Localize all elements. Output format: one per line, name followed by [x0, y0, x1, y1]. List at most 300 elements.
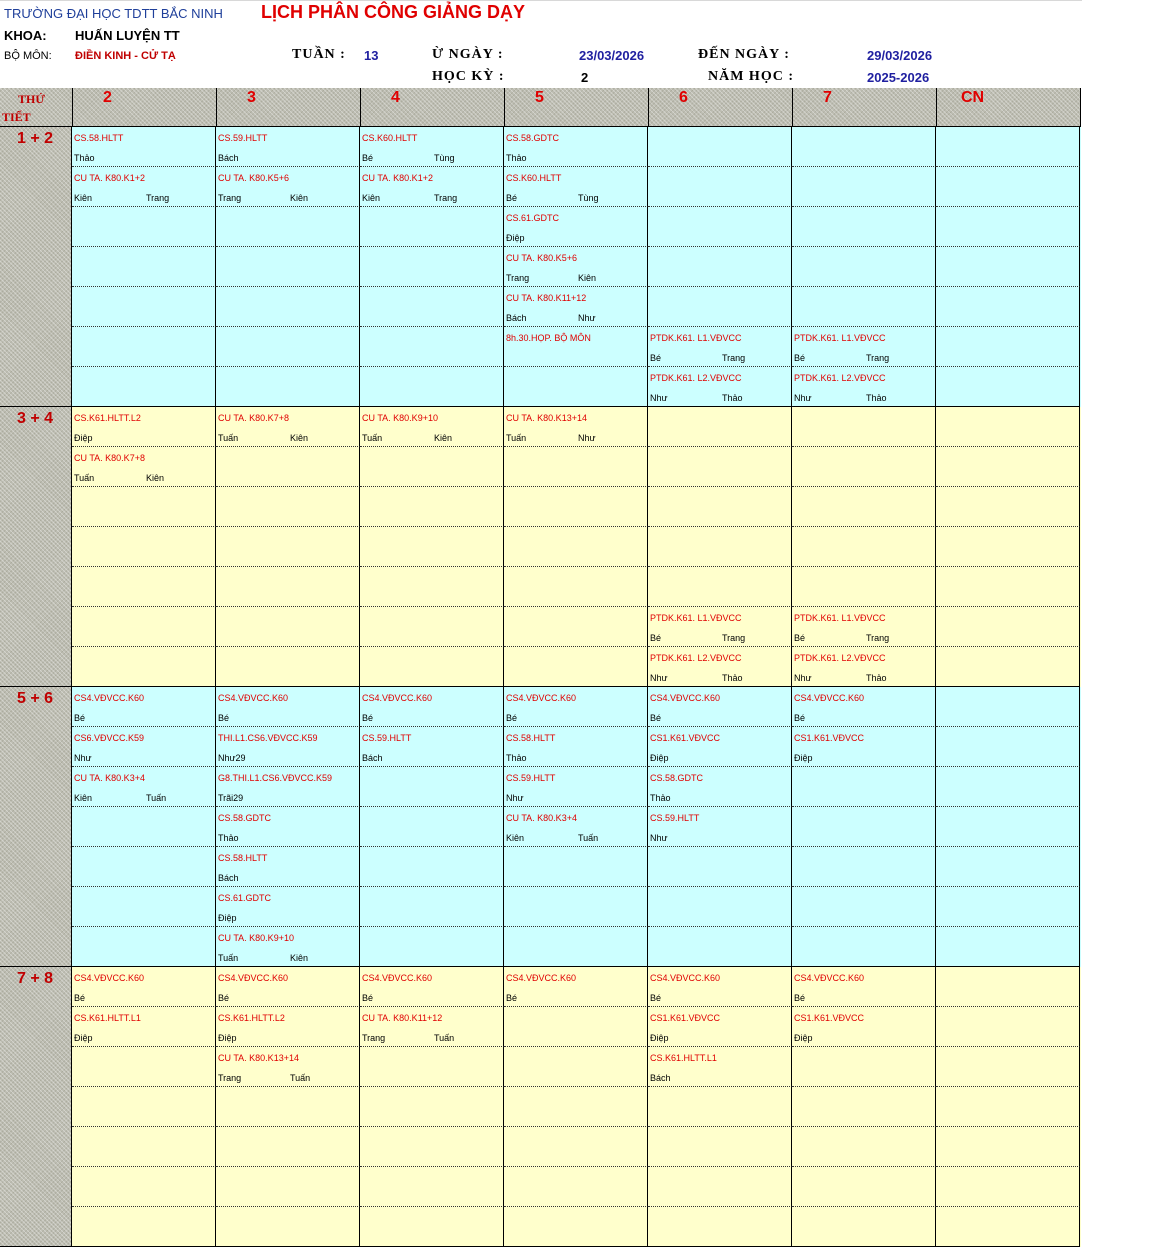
- class-name: CU TA. K80.K1+2: [362, 173, 433, 183]
- class-name: CS.58.HLTT: [218, 853, 268, 863]
- schedule-cell[interactable]: [216, 207, 360, 247]
- schedule-cell[interactable]: [504, 447, 648, 487]
- schedule-cell[interactable]: [216, 167, 360, 207]
- schedule-cell[interactable]: [936, 767, 1080, 807]
- schedule-cell[interactable]: [936, 607, 1080, 647]
- schedule-cell[interactable]: [792, 1007, 936, 1047]
- schedule-cell[interactable]: [936, 887, 1080, 927]
- schedule-cell[interactable]: [360, 127, 504, 167]
- teacher-1: Điệp: [218, 1033, 237, 1043]
- schedule-cell[interactable]: [72, 327, 216, 367]
- schedule-cell[interactable]: [648, 967, 792, 1007]
- schedule-cell[interactable]: [792, 647, 936, 687]
- teacher-2: Tuấn: [578, 833, 599, 843]
- class-name: CU TA. K80.K3+4: [74, 773, 145, 783]
- schedule-cell[interactable]: [792, 1127, 936, 1167]
- schedule-cell[interactable]: [792, 727, 936, 767]
- schedule-cell[interactable]: [648, 687, 792, 727]
- schedule-cell[interactable]: [72, 1007, 216, 1047]
- schedule-cell[interactable]: [216, 527, 360, 567]
- schedule-cell[interactable]: [648, 127, 792, 167]
- schedule-cell[interactable]: [648, 927, 792, 967]
- class-name: THI.L1.CS6.VĐVCC.K59: [218, 733, 318, 743]
- schedule-cell[interactable]: [648, 647, 792, 687]
- schedule-cell[interactable]: [360, 287, 504, 327]
- teacher-1: Như: [650, 393, 668, 403]
- schedule-cell[interactable]: [792, 1047, 936, 1087]
- schedule-cell[interactable]: [648, 1127, 792, 1167]
- schedule-cell[interactable]: [792, 927, 936, 967]
- schedule-cell[interactable]: [936, 727, 1080, 767]
- schedule-cell[interactable]: [72, 887, 216, 927]
- schedule-cell[interactable]: [216, 1167, 360, 1207]
- schedule-cell[interactable]: [216, 487, 360, 527]
- class-name: CS.58.HLTT: [506, 733, 556, 743]
- period-label-cell: [0, 407, 72, 687]
- teacher-1: Như: [794, 673, 812, 683]
- teacher-2: Trang: [866, 353, 890, 363]
- schedule-cell[interactable]: [648, 1207, 792, 1247]
- class-name: PTDK.K61. L2.VĐVCC: [650, 653, 742, 663]
- schedule-cell[interactable]: [72, 287, 216, 327]
- schedule-cell[interactable]: [360, 1167, 504, 1207]
- schedule-cell[interactable]: [72, 567, 216, 607]
- teacher-1: Như29: [218, 753, 246, 763]
- schedule-cell[interactable]: [792, 1087, 936, 1127]
- schedule-cell[interactable]: [360, 407, 504, 447]
- schedule-cell[interactable]: [216, 1047, 360, 1087]
- class-name: CU TA. K80.K1+2: [74, 173, 145, 183]
- teacher-1: Điệp: [650, 753, 669, 763]
- schedule-cell[interactable]: [360, 567, 504, 607]
- schedule-cell[interactable]: [504, 607, 648, 647]
- schedule-header: [0, 0, 1082, 88]
- schedule-cell[interactable]: [648, 287, 792, 327]
- class-name: PTDK.K61. L1.VĐVCC: [794, 333, 886, 343]
- schedule-cell[interactable]: [936, 1047, 1080, 1087]
- schedule-cell[interactable]: [792, 687, 936, 727]
- schedule-cell[interactable]: [648, 607, 792, 647]
- schedule-cell[interactable]: [360, 967, 504, 1007]
- schedule-cell[interactable]: [504, 807, 648, 847]
- period-label: 1 + 2: [17, 130, 54, 147]
- teacher-2: Kiên: [146, 473, 165, 483]
- schedule-cell[interactable]: [216, 727, 360, 767]
- schedule-cell[interactable]: [936, 847, 1080, 887]
- teacher-1: Bé: [362, 993, 374, 1003]
- teacher-1: Trang: [362, 1033, 386, 1043]
- schedule-cell[interactable]: [792, 287, 936, 327]
- teacher-1: Kiên: [74, 193, 93, 203]
- teacher-2: Kiên: [290, 953, 309, 963]
- schedule-cell[interactable]: [72, 967, 216, 1007]
- denngay-label: ĐẾN NGÀY :: [698, 47, 790, 62]
- schedule-cell[interactable]: [72, 927, 216, 967]
- schedule-cell[interactable]: [936, 367, 1080, 407]
- schedule-cell[interactable]: [504, 207, 648, 247]
- schedule-cell[interactable]: [72, 167, 216, 207]
- schedule-cell[interactable]: [936, 207, 1080, 247]
- schedule-cell[interactable]: [504, 647, 648, 687]
- schedule-cell[interactable]: [648, 167, 792, 207]
- schedule-cell[interactable]: [792, 167, 936, 207]
- schedule-cell[interactable]: [216, 887, 360, 927]
- schedule-cell[interactable]: [72, 407, 216, 447]
- schedule-cell[interactable]: [792, 327, 936, 367]
- schedule-cell[interactable]: [504, 887, 648, 927]
- teacher-1: Bé: [650, 713, 662, 723]
- schedule-cell[interactable]: [72, 647, 216, 687]
- class-name: CS.58.GDTC: [506, 133, 560, 143]
- bomon-label: BỘ MÔN:: [4, 50, 52, 62]
- schedule-cell[interactable]: [504, 1047, 648, 1087]
- schedule-cell[interactable]: [936, 1127, 1080, 1167]
- schedule-cell[interactable]: [360, 527, 504, 567]
- schedule-cell[interactable]: [648, 767, 792, 807]
- schedule-cell[interactable]: [72, 207, 216, 247]
- schedule-cell[interactable]: [504, 247, 648, 287]
- denngay-value: 29/03/2026: [867, 48, 933, 63]
- period-label: 3 + 4: [17, 410, 54, 427]
- schedule-cell[interactable]: [936, 1167, 1080, 1207]
- class-name: CU TA. K80.K13+14: [218, 1053, 299, 1063]
- schedule-cell[interactable]: [360, 487, 504, 527]
- period-block: [72, 967, 1081, 1247]
- class-name: CU TA. K80.K13+14: [506, 413, 587, 423]
- schedule-cell[interactable]: [936, 327, 1080, 367]
- schedule-cell[interactable]: [216, 967, 360, 1007]
- schedule-cell[interactable]: [648, 887, 792, 927]
- class-name: CS.58.HLTT: [74, 133, 124, 143]
- schedule-cell[interactable]: [360, 1047, 504, 1087]
- schedule-cell[interactable]: [216, 687, 360, 727]
- schedule-cell[interactable]: [648, 567, 792, 607]
- schedule-cell[interactable]: [648, 247, 792, 287]
- schedule-cell[interactable]: [216, 1127, 360, 1167]
- class-name: CS4.VĐVCC.K60: [506, 693, 577, 703]
- schedule-cell[interactable]: [648, 1087, 792, 1127]
- schedule-cell[interactable]: [504, 1127, 648, 1167]
- schedule-cell[interactable]: [792, 487, 936, 527]
- schedule-cell[interactable]: [360, 927, 504, 967]
- schedule-cell[interactable]: [936, 127, 1080, 167]
- class-name: CS.K61.HLTT.L1: [650, 1053, 717, 1063]
- schedule-cell[interactable]: [504, 527, 648, 567]
- schedule-cell[interactable]: [72, 727, 216, 767]
- tungay-value: 23/03/2026: [579, 48, 645, 63]
- teacher-1: Bé: [74, 713, 86, 723]
- teacher-1: Điệp: [74, 1033, 93, 1043]
- schedule-cell[interactable]: [216, 607, 360, 647]
- schedule-cell[interactable]: [360, 327, 504, 367]
- schedule-cell[interactable]: [648, 1047, 792, 1087]
- class-name: CS4.VĐVCC.K60: [218, 693, 289, 703]
- schedule-cell[interactable]: [504, 967, 648, 1007]
- schedule-cell[interactable]: [792, 447, 936, 487]
- schedule-cell[interactable]: [648, 847, 792, 887]
- schedule-cell[interactable]: [504, 327, 648, 367]
- schedule-cell[interactable]: [936, 1207, 1080, 1247]
- schedule-cell[interactable]: [792, 887, 936, 927]
- schedule-cell[interactable]: [216, 447, 360, 487]
- schedule-cell[interactable]: [360, 1007, 504, 1047]
- schedule-cell[interactable]: [648, 1167, 792, 1207]
- schedule-cell[interactable]: [72, 847, 216, 887]
- day-header-7: 7: [793, 88, 937, 127]
- schedule-cell[interactable]: [792, 527, 936, 567]
- schedule-cell[interactable]: [792, 367, 936, 407]
- schedule-cell[interactable]: [360, 207, 504, 247]
- teacher-1: Tuấn: [218, 433, 239, 443]
- schedule-cell[interactable]: [792, 607, 936, 647]
- schedule-cell[interactable]: [360, 367, 504, 407]
- schedule-cell[interactable]: [504, 567, 648, 607]
- teacher-1: Tuấn: [362, 433, 383, 443]
- schedule-cell[interactable]: [648, 407, 792, 447]
- schedule-cell[interactable]: [72, 607, 216, 647]
- schedule-cell[interactable]: [72, 127, 216, 167]
- schedule-cell[interactable]: [72, 1127, 216, 1167]
- schedule-cell[interactable]: [504, 487, 648, 527]
- teacher-1: Bé: [794, 713, 806, 723]
- schedule-cell[interactable]: [72, 247, 216, 287]
- teacher-1: Bé: [218, 993, 230, 1003]
- schedule-cell[interactable]: [504, 367, 648, 407]
- schedule-cell[interactable]: [792, 767, 936, 807]
- schedule-cell[interactable]: [648, 807, 792, 847]
- schedule-cell[interactable]: [936, 447, 1080, 487]
- schedule-cell[interactable]: [504, 847, 648, 887]
- schedule-cell[interactable]: [216, 927, 360, 967]
- schedule-cell[interactable]: [648, 727, 792, 767]
- schedule-cell[interactable]: [792, 127, 936, 167]
- day-header-5: 5: [505, 88, 649, 127]
- schedule-cell[interactable]: [936, 247, 1080, 287]
- schedule-cell[interactable]: [792, 207, 936, 247]
- class-name: CS.59.HLTT: [362, 733, 412, 743]
- schedule-cell[interactable]: [792, 847, 936, 887]
- class-name: PTDK.K61. L2.VĐVCC: [794, 373, 886, 383]
- schedule-cell[interactable]: [360, 727, 504, 767]
- class-name: CS.61.GDTC: [506, 213, 560, 223]
- schedule-cell[interactable]: [72, 487, 216, 527]
- teacher-2: Kiên: [290, 193, 309, 203]
- teacher-1: Bé: [650, 993, 662, 1003]
- teacher-1: Thảo: [506, 753, 527, 763]
- schedule-cell[interactable]: [504, 1087, 648, 1127]
- schedule-cell[interactable]: [936, 1087, 1080, 1127]
- schedule-cell[interactable]: [360, 687, 504, 727]
- schedule-cell[interactable]: [936, 487, 1080, 527]
- schedule-cell[interactable]: [792, 1167, 936, 1207]
- teacher-1: Trang: [506, 273, 530, 283]
- teacher-2: Trang: [866, 633, 890, 643]
- teacher-1: Thảo: [74, 153, 95, 163]
- teacher-1: Kiên: [74, 793, 93, 803]
- schedule-cell[interactable]: [504, 687, 648, 727]
- schedule-cell[interactable]: [360, 1127, 504, 1167]
- schedule-cell[interactable]: [216, 327, 360, 367]
- period-label-cell: [0, 127, 72, 407]
- schedule-cell[interactable]: [360, 767, 504, 807]
- schedule-cell[interactable]: [648, 327, 792, 367]
- schedule-cell[interactable]: [792, 1207, 936, 1247]
- class-name: CS.K60.HLTT: [362, 133, 418, 143]
- class-name: CS.K61.HLTT.L1: [74, 1013, 141, 1023]
- schedule-cell[interactable]: [360, 1207, 504, 1247]
- schedule-cell[interactable]: [72, 367, 216, 407]
- namhoc-value: 2025-2026: [867, 70, 930, 85]
- schedule-cell[interactable]: [360, 167, 504, 207]
- schedule-cell[interactable]: [504, 1167, 648, 1207]
- class-name: PTDK.K61. L1.VĐVCC: [650, 613, 742, 623]
- class-name: CS4.VĐVCC.K60: [650, 693, 721, 703]
- schedule-cell[interactable]: [216, 247, 360, 287]
- schedule-cell[interactable]: [216, 367, 360, 407]
- teacher-2: Tuấn: [434, 1033, 455, 1043]
- schedule-cell[interactable]: [360, 887, 504, 927]
- class-name: PTDK.K61. L2.VĐVCC: [794, 653, 886, 663]
- schedule-cell[interactable]: [72, 1047, 216, 1087]
- schedule-cell[interactable]: [936, 1007, 1080, 1047]
- schedule-cell[interactable]: [216, 407, 360, 447]
- class-name: PTDK.K61. L1.VĐVCC: [794, 613, 886, 623]
- hocky-label: HỌC KỲ :: [432, 69, 505, 84]
- schedule-cell[interactable]: [936, 527, 1080, 567]
- schedule-cell[interactable]: [504, 167, 648, 207]
- period-label: 7 + 8: [17, 970, 54, 987]
- class-name: CS4.VĐVCC.K60: [74, 693, 145, 703]
- class-name: CS.K61.HLTT.L2: [74, 413, 141, 423]
- schedule-cell[interactable]: [936, 687, 1080, 727]
- tuan-value: 13: [364, 48, 379, 63]
- teacher-1: Bé: [362, 713, 374, 723]
- schedule-cell[interactable]: [936, 287, 1080, 327]
- teacher-1: Như: [74, 753, 92, 763]
- class-name: CS6.VĐVCC.K59: [74, 733, 145, 743]
- day-header-2: 2: [73, 88, 217, 127]
- class-name: CS4.VĐVCC.K60: [74, 973, 145, 983]
- schedule-cell[interactable]: [936, 407, 1080, 447]
- teacher-1: Bé: [506, 193, 518, 203]
- day-header-3: 3: [217, 88, 361, 127]
- class-name: CS.58.GDTC: [650, 773, 704, 783]
- schedule-cell[interactable]: [360, 847, 504, 887]
- teacher-1: Như: [650, 673, 668, 683]
- schedule-cell[interactable]: [792, 247, 936, 287]
- schedule-cell[interactable]: [792, 407, 936, 447]
- schedule-cell[interactable]: [216, 127, 360, 167]
- teacher-2: Trang: [722, 633, 746, 643]
- schedule-cell[interactable]: [72, 1207, 216, 1247]
- period-label: 5 + 6: [17, 690, 54, 707]
- schedule-cell[interactable]: [72, 767, 216, 807]
- teacher-1: Bách: [362, 753, 383, 763]
- schedule-cell[interactable]: [504, 1207, 648, 1247]
- class-name: CS4.VĐVCC.K60: [218, 973, 289, 983]
- schedule-cell[interactable]: [936, 647, 1080, 687]
- schedule-cell[interactable]: [504, 1007, 648, 1047]
- teacher-2: Kiên: [290, 433, 309, 443]
- schedule-cell[interactable]: [216, 807, 360, 847]
- schedule-cell[interactable]: [360, 607, 504, 647]
- schedule-cell[interactable]: [504, 287, 648, 327]
- class-name: CS.K60.HLTT: [506, 173, 562, 183]
- schedule-cell[interactable]: [216, 567, 360, 607]
- class-name: CU TA. K80.K9+10: [362, 413, 438, 423]
- schedule-cell[interactable]: [360, 447, 504, 487]
- schedule-cell[interactable]: [792, 967, 936, 1007]
- schedule-cell[interactable]: [648, 447, 792, 487]
- schedule-cell[interactable]: [648, 487, 792, 527]
- schedule-cell[interactable]: [360, 1087, 504, 1127]
- schedule-cell[interactable]: [936, 927, 1080, 967]
- period-block: [72, 687, 1081, 967]
- teacher-1: Bé: [794, 633, 806, 643]
- schedule-cell[interactable]: [504, 927, 648, 967]
- schedule-cell[interactable]: [72, 447, 216, 487]
- period-label-cell: [0, 687, 72, 967]
- period-block: [72, 407, 1081, 687]
- schedule-cell[interactable]: [648, 1007, 792, 1047]
- schedule-cell[interactable]: [72, 1167, 216, 1207]
- schedule-cell[interactable]: [216, 647, 360, 687]
- schedule-cell[interactable]: [216, 1087, 360, 1127]
- schedule-cell[interactable]: [504, 407, 648, 447]
- schedule-cell[interactable]: [648, 367, 792, 407]
- schedule-cell[interactable]: [216, 287, 360, 327]
- schedule-cell[interactable]: [72, 527, 216, 567]
- class-name: CS1.K61.VĐVCC: [794, 1013, 865, 1023]
- class-name: CS.58.GDTC: [218, 813, 272, 823]
- schedule-cell[interactable]: [360, 807, 504, 847]
- class-name: CU TA. K80.K5+6: [218, 173, 289, 183]
- schedule-cell[interactable]: [360, 247, 504, 287]
- day-header-6: 6: [649, 88, 793, 127]
- schedule-cell[interactable]: [216, 847, 360, 887]
- schedule-cell[interactable]: [216, 1207, 360, 1247]
- teacher-1: Bé: [506, 713, 518, 723]
- schedule-cell[interactable]: [504, 727, 648, 767]
- schedule-cell[interactable]: [504, 767, 648, 807]
- thu-tiet-header: [0, 88, 73, 127]
- schedule-cell[interactable]: [360, 647, 504, 687]
- teacher-1: Điệp: [74, 433, 93, 443]
- schedule-cell[interactable]: [72, 1087, 216, 1127]
- schedule-cell[interactable]: [648, 207, 792, 247]
- schedule-cell[interactable]: [936, 167, 1080, 207]
- schedule-cell[interactable]: [936, 567, 1080, 607]
- schedule-cell[interactable]: [936, 807, 1080, 847]
- teacher-2: Kiên: [578, 273, 597, 283]
- schedule-cell[interactable]: [648, 527, 792, 567]
- schedule-cell[interactable]: [72, 807, 216, 847]
- teacher-1: Bé: [650, 353, 662, 363]
- schedule-cell[interactable]: [216, 767, 360, 807]
- day-header-4: 4: [361, 88, 505, 127]
- class-name: CS4.VĐVCC.K60: [362, 973, 433, 983]
- namhoc-label: NĂM HỌC :: [708, 69, 794, 84]
- teacher-1: Kiên: [362, 193, 381, 203]
- schedule-cell[interactable]: [504, 127, 648, 167]
- teacher-1: Bé: [74, 993, 86, 1003]
- khoa-label: KHOA:: [4, 28, 47, 43]
- schedule-cell[interactable]: [792, 567, 936, 607]
- schedule-cell[interactable]: [216, 1007, 360, 1047]
- schedule-cell[interactable]: [72, 687, 216, 727]
- schedule-cell[interactable]: [792, 807, 936, 847]
- schedule-cell[interactable]: [936, 967, 1080, 1007]
